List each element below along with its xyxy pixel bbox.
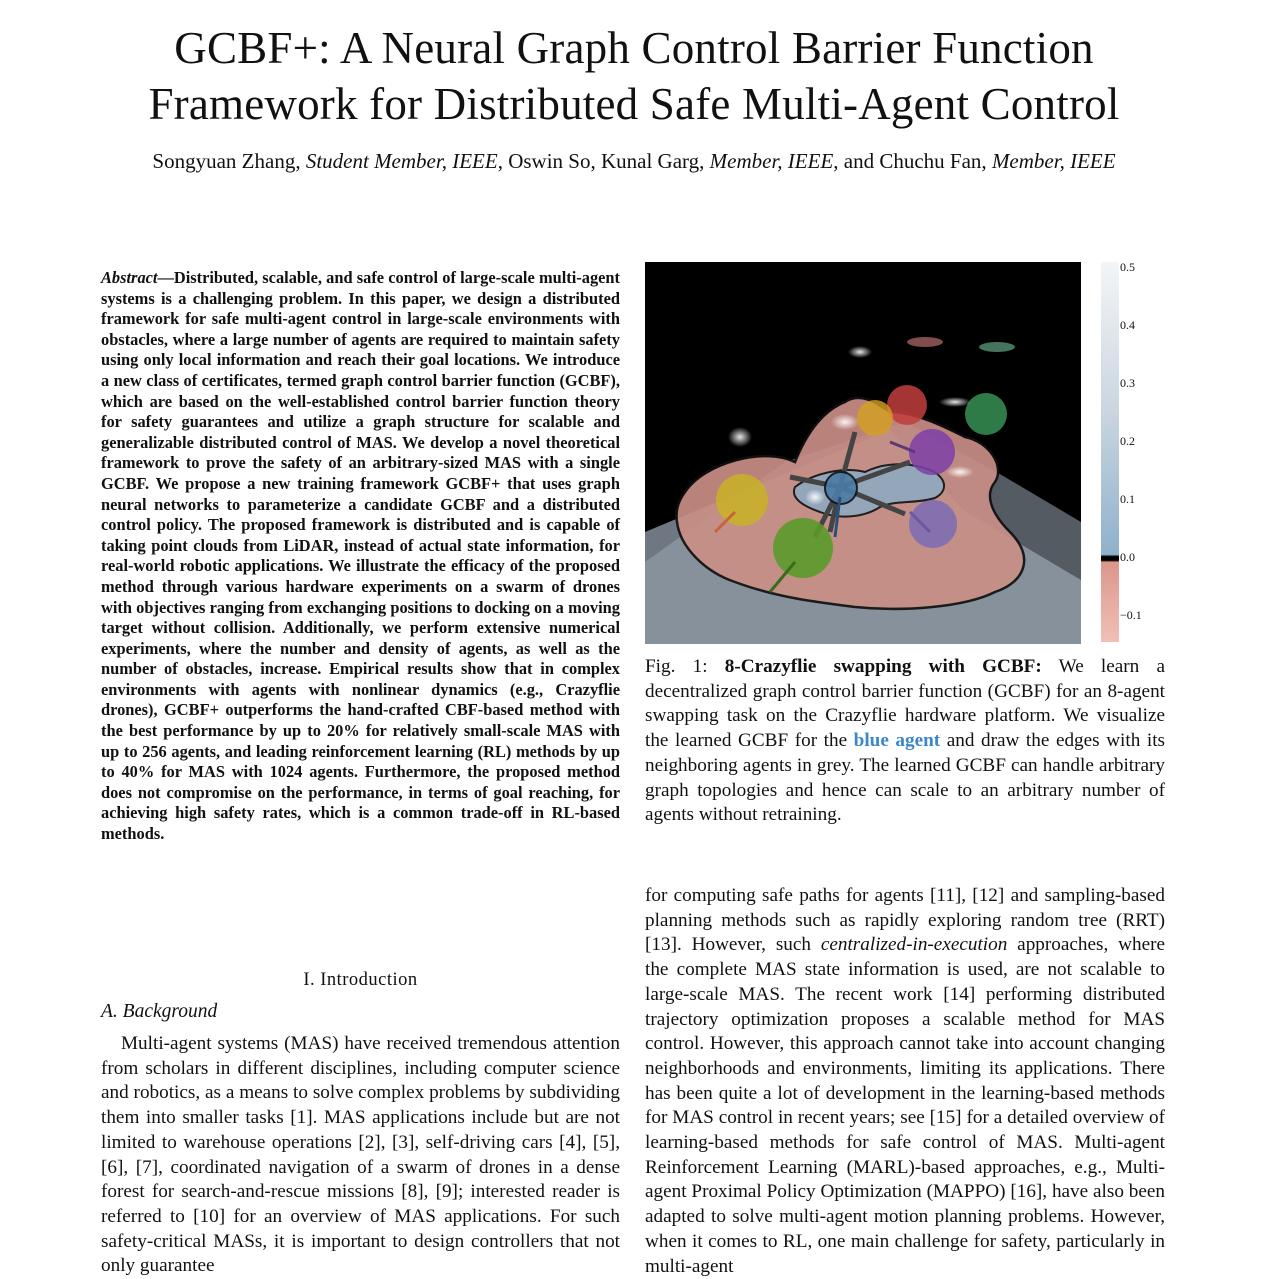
author-sep: , — [497, 149, 509, 173]
abstract-text: —Distributed, scalable, and safe control of large-scale multi-agent systems is a challenging problem. In this paper, we design a distributed framework for safe multi-agent control in large-scale environments with obstacles, where a large number of agents are required to maintain safety using only local information and reach their goal locations. We introduce a new class of certificates, termed graph control barrier function (GCBF), which are based on the well-established control barrier function theory for safety guarantees and utilize a graph structure for scalable and generalizable distributed control of MAS. We develop a novel theoretical framework to prove the safety of an arbitrary-sized MAS with a single GCBF. We propose a new training framework GCBF+ that uses graph neural networks to parameterize a candidate GCBF and a distributed control policy. The proposed framework is distributed and is capable of taking point clouds from LiDAR, instead of actual state information, for real-world robotic applications. We illustrate the efficacy of the proposed method through various hardware experiments on a swarm of drones with objectives ranging from exchanging positions to docking on a moving target without collision. Additionally, we perform extensive numerical experiments, where the number and density of agents, as well as the number of obstacles, increase. Empirical results show that in complex environments with agents with nonlinear dynamics (e.g., Crazyflie drones), GCBF+ outperforms the hand-crafted CBF-based method with the best performance by up to 20% for relatively small-scale MAS with up to 256 agents, and leading reinforcement learning (RL) methods by up to 40% for MAS with 1024 agents. Furthermore, the proposed method does not compromise on the performance, in terms of goal reaching, for achieving high safety rates, which is a common trade-off in RL-based methods. — [101, 268, 620, 844]
abstract-label: Abstract — [101, 268, 158, 287]
right-text-italic: centralized-in-execution — [820, 934, 1008, 956]
figure-caption — [645, 655, 1165, 828]
figure-render — [645, 262, 1081, 644]
colorbar-tick: 0.5 — [1120, 260, 1135, 274]
colorbar-tick: 0.2 — [1120, 434, 1135, 448]
colorbar-tick: 0.3 — [1120, 376, 1135, 390]
intro-paragraph: Multi-agent systems (MAS) have received tremendous attention from scholars in different disciplines, including computer science and robotics, as a means to solve complex problems by subdividing them into smaller tasks [1]. MAS applications include but are not limited to warehouse operations [2], [3], self-driving cars [4], [5], [6], [7], coordinated navigation of a swarm of drones in a dense forest for search-and-rescue missions [8], [9]; interested reader is referred to [10] for an overview of MAS applications. For such safety-critical MASs, it is important to design controllers that not only guarantee — [101, 1033, 620, 1277]
title-line-1: GCBF+: A Neural Graph Control Barrier Function — [174, 23, 1094, 73]
title-line-2: Framework for Distributed Safe Multi-Agent Control — [148, 79, 1120, 129]
right-text-pre: for computing safe paths for agents [11], [12] and sampling-based planning methods such as rapidly exploring random tree (RRT) [13]. However, such — [645, 885, 1165, 956]
caption-text: We learn a decentralized graph control barrier function (GCBF) for an 8-agent swapping task on the Crazyflie hardware platform. We visualize the learned GCBF for the — [645, 656, 1166, 752]
right-text-post: approaches, where the complete MAS state information is used, are not scalable to large-scale MAS. The recent work [14] performing distributed trajectory optimization proposes a scalable method for MAS control. However, this approach cannot take into account changing neighborhoods and environments, limiting its applications. There has been quite a lot of development in the learning-based methods for MAS control in recent years; see [15] for a detailed overview of learning-based methods for safe control of MAS. Multi-agent Reinforcement Learning (MARL)-based approaches, e.g., Multi-agent Proximal Policy Optimization (MAPPO) [16], have also been adapted to solve multi-agent motion planning problems. However, when it comes to RL, one main challenge for safety, particularly in multi-agent — [645, 934, 1165, 1277]
colorbar-tick: −0.1 — [1120, 608, 1142, 622]
goal-circle — [857, 400, 893, 436]
author-sep: , and — [833, 149, 880, 173]
caption-label: Fig. 1: — [645, 656, 725, 677]
figure-image — [645, 262, 1081, 644]
author-role: Member, IEEE — [991, 149, 1116, 173]
colorbar — [1101, 262, 1119, 642]
colorbar-tick: 0.1 — [1120, 492, 1135, 506]
author-role: Member, IEEE — [709, 149, 834, 173]
goal-circle — [909, 429, 955, 475]
colorbar-ticks — [1120, 262, 1180, 642]
colorbar-tick: 0.4 — [1120, 318, 1135, 332]
section-heading: I. Introduction — [303, 970, 418, 990]
author-role: Student Member, IEEE — [305, 149, 498, 173]
caption-text: and draw the edges with its neighboring agents in grey. The learned GCBF can handle arbitrary graph topologies and hence can scale to an arbitrary number of agents without retraining. — [645, 730, 1165, 826]
goal-circle — [887, 385, 927, 425]
author-name: Songyuan Zhang, — [152, 149, 306, 173]
caption-blue-agent: blue agent — [853, 730, 941, 752]
goal-circle — [716, 474, 768, 526]
goal-circle — [773, 518, 833, 578]
subsection-heading: A. Background — [101, 1001, 218, 1022]
goal-circle — [965, 393, 1007, 435]
goal-circle — [909, 500, 957, 548]
right-column-paragraph — [645, 884, 1165, 1279]
author-list — [20, 146, 1248, 176]
paper-title — [20, 20, 1248, 132]
abstract — [101, 268, 620, 845]
author-name: Oswin So, Kunal Garg, — [508, 149, 710, 173]
colorbar-tick: 0.0 — [1120, 550, 1135, 564]
caption-bold: 8-Crazyflie swapping with GCBF: — [724, 656, 1042, 677]
author-name: Chuchu Fan, — [879, 149, 992, 173]
